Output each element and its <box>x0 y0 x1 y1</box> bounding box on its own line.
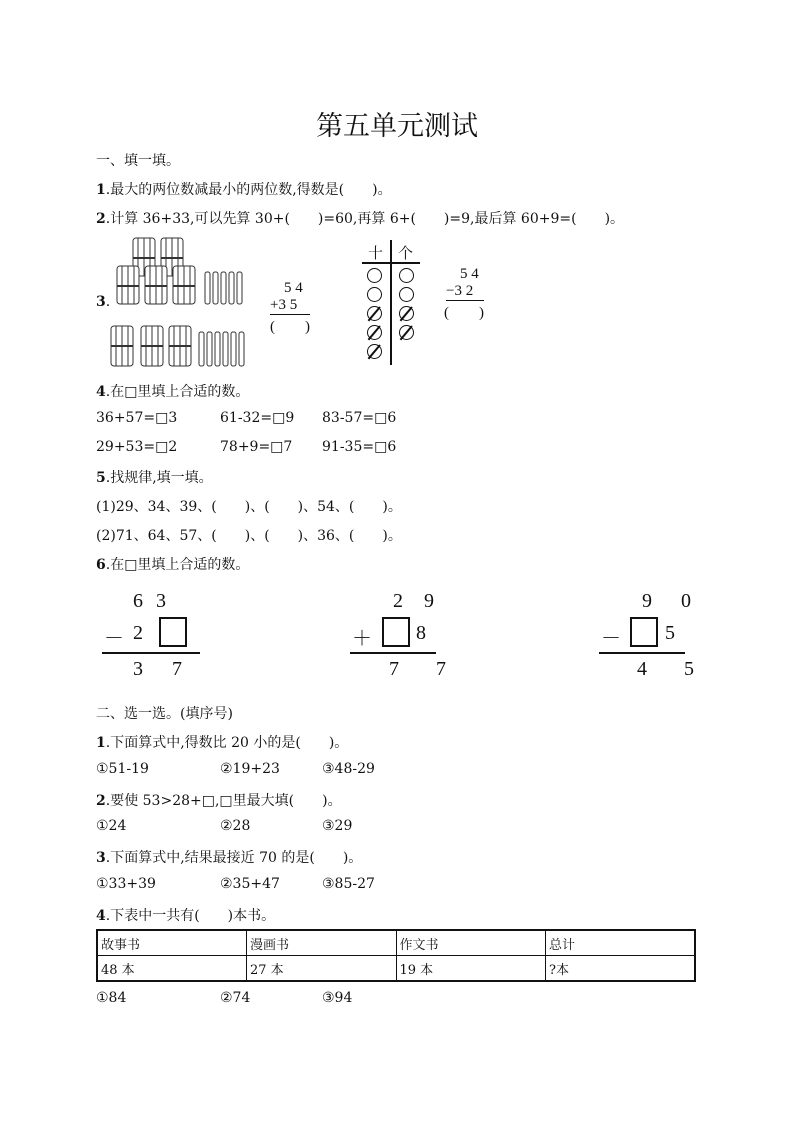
option: ③85-27 <box>322 876 375 892</box>
calc-answer: ( ) <box>270 319 310 335</box>
problem-result: 4 5 <box>637 658 710 680</box>
question-1-1 <box>96 179 392 199</box>
fill-item: 29+53=□2 <box>96 439 178 455</box>
problem-digit: 5 <box>665 622 675 644</box>
problem-sign: ＋ <box>352 628 372 650</box>
sequence-1: (1)29、34、39、( )、( )、54、( )。 <box>96 499 402 515</box>
sequence-2: (2)71、64、57、( )、( )、36、( )。 <box>96 528 402 544</box>
question-number: 5 <box>96 470 106 486</box>
question-1-5 <box>96 467 213 487</box>
question-2-2 <box>96 790 342 810</box>
question-1-4 <box>96 381 249 401</box>
question-number: 4 <box>96 384 106 400</box>
question-2-4 <box>96 905 275 925</box>
question-text: .下表中一共有( )本书。 <box>105 908 276 924</box>
answer-box[interactable] <box>630 617 658 647</box>
problem-digit: 2 <box>133 622 143 644</box>
fill-item: 78+9=□7 <box>220 439 293 455</box>
bundle-icon <box>111 326 133 366</box>
problem-sign: － <box>601 628 621 650</box>
calc-operand: +3 5 <box>270 297 310 315</box>
problem-top: 6 3 <box>133 590 170 612</box>
fill-item: 91-35=□6 <box>322 439 397 455</box>
option: ②19+23 <box>220 761 280 777</box>
question-number: 3 <box>96 850 106 866</box>
option: ①51-19 <box>96 761 149 777</box>
table-cell: ?本 <box>546 956 696 982</box>
bundle-icon <box>117 266 139 304</box>
question-1-6 <box>96 554 249 574</box>
table-cell: 19 本 <box>396 956 546 982</box>
option: ②28 <box>220 818 251 834</box>
question-text: . <box>105 294 111 310</box>
question-number: 1 <box>96 182 106 198</box>
books-table <box>96 929 696 982</box>
option: ②35+47 <box>220 876 280 892</box>
bead-icon <box>367 287 382 302</box>
table-header-cell: 作文书 <box>396 930 546 956</box>
question-text: .找规律,填一填。 <box>105 470 213 486</box>
question-text: .下面算式中,得数比 20 小的是( )。 <box>105 735 349 751</box>
bundle-icon <box>141 326 163 366</box>
problem-top: 9 0 <box>642 590 703 612</box>
fill-item: 36+57=□3 <box>96 410 178 426</box>
problem-sign: － <box>104 628 124 650</box>
problem-top: 2 9 <box>393 590 442 612</box>
option: ③94 <box>322 990 353 1006</box>
section2-heading: 二、选一选。(填序号) <box>96 706 233 722</box>
problem-digit: 8 <box>416 622 426 644</box>
loose-sticks-icon <box>199 332 244 366</box>
section1-heading: 一、填一填。 <box>96 153 180 169</box>
calc-answer: ( ) <box>444 305 484 321</box>
question-text: .要使 53>28+□,□里最大填( )。 <box>105 793 342 809</box>
problem-result: 7 7 <box>389 658 462 680</box>
question-text: .在□里填上合适的数。 <box>105 384 250 400</box>
question-1-2 <box>96 208 624 228</box>
bundle-icon <box>169 326 191 366</box>
calc-top: 5 4 <box>284 280 303 296</box>
calc-operand: −3 2 <box>446 283 484 301</box>
question-text: .最大的两位数减最小的两位数,得数是( )。 <box>105 182 392 198</box>
table-header-cell: 总计 <box>546 930 696 956</box>
option: ②74 <box>220 990 251 1006</box>
question-text: .计算 36+33,可以先算 30+( )=60,再算 6+( )=9,最后算 60+9=( )。 <box>105 211 625 227</box>
option: ①24 <box>96 818 127 834</box>
ones-label: 个 <box>398 244 414 262</box>
tens-label: 十 <box>368 244 384 262</box>
option: ③29 <box>322 818 353 834</box>
table-row <box>97 956 695 982</box>
fill-item: 83-57=□6 <box>322 410 397 426</box>
bead-icon <box>399 268 414 283</box>
question-text: .下面算式中,结果最接近 70 的是( )。 <box>105 850 363 866</box>
question-number: 4 <box>96 908 106 924</box>
table-cell: 48 本 <box>97 956 247 982</box>
bundle-icon <box>145 266 167 304</box>
option: ③48-29 <box>322 761 375 777</box>
question-number: 6 <box>96 557 106 573</box>
table-header-row <box>97 930 695 956</box>
table-cell: 27 本 <box>247 956 397 982</box>
loose-sticks-icon <box>205 272 242 304</box>
bead-icon <box>367 268 382 283</box>
place-value-chart <box>362 240 420 365</box>
answer-box[interactable] <box>159 617 187 647</box>
problem-result: 3 7 <box>133 658 194 680</box>
fill-item: 61-32=□9 <box>220 410 295 426</box>
table-header-cell: 漫画书 <box>247 930 397 956</box>
answer-box[interactable] <box>382 617 410 647</box>
question-text: .在□里填上合适的数。 <box>105 557 250 573</box>
question-number: 3 <box>96 294 106 310</box>
bead-icon <box>399 287 414 302</box>
table-header-cell: 故事书 <box>97 930 247 956</box>
vertical-calc-2 <box>444 266 484 322</box>
calc-top: 5 4 <box>460 266 479 282</box>
question-number: 1 <box>96 735 106 751</box>
stick-bundles-image <box>105 236 247 370</box>
question-2-1 <box>96 732 348 752</box>
vertical-calc-1 <box>270 280 310 336</box>
bundle-icon <box>173 266 195 304</box>
question-number: 2 <box>96 793 106 809</box>
question-2-3 <box>96 847 362 867</box>
page-title: 第五单元测试 <box>316 111 478 142</box>
question-number: 2 <box>96 211 106 227</box>
option: ①84 <box>96 990 127 1006</box>
option: ①33+39 <box>96 876 156 892</box>
